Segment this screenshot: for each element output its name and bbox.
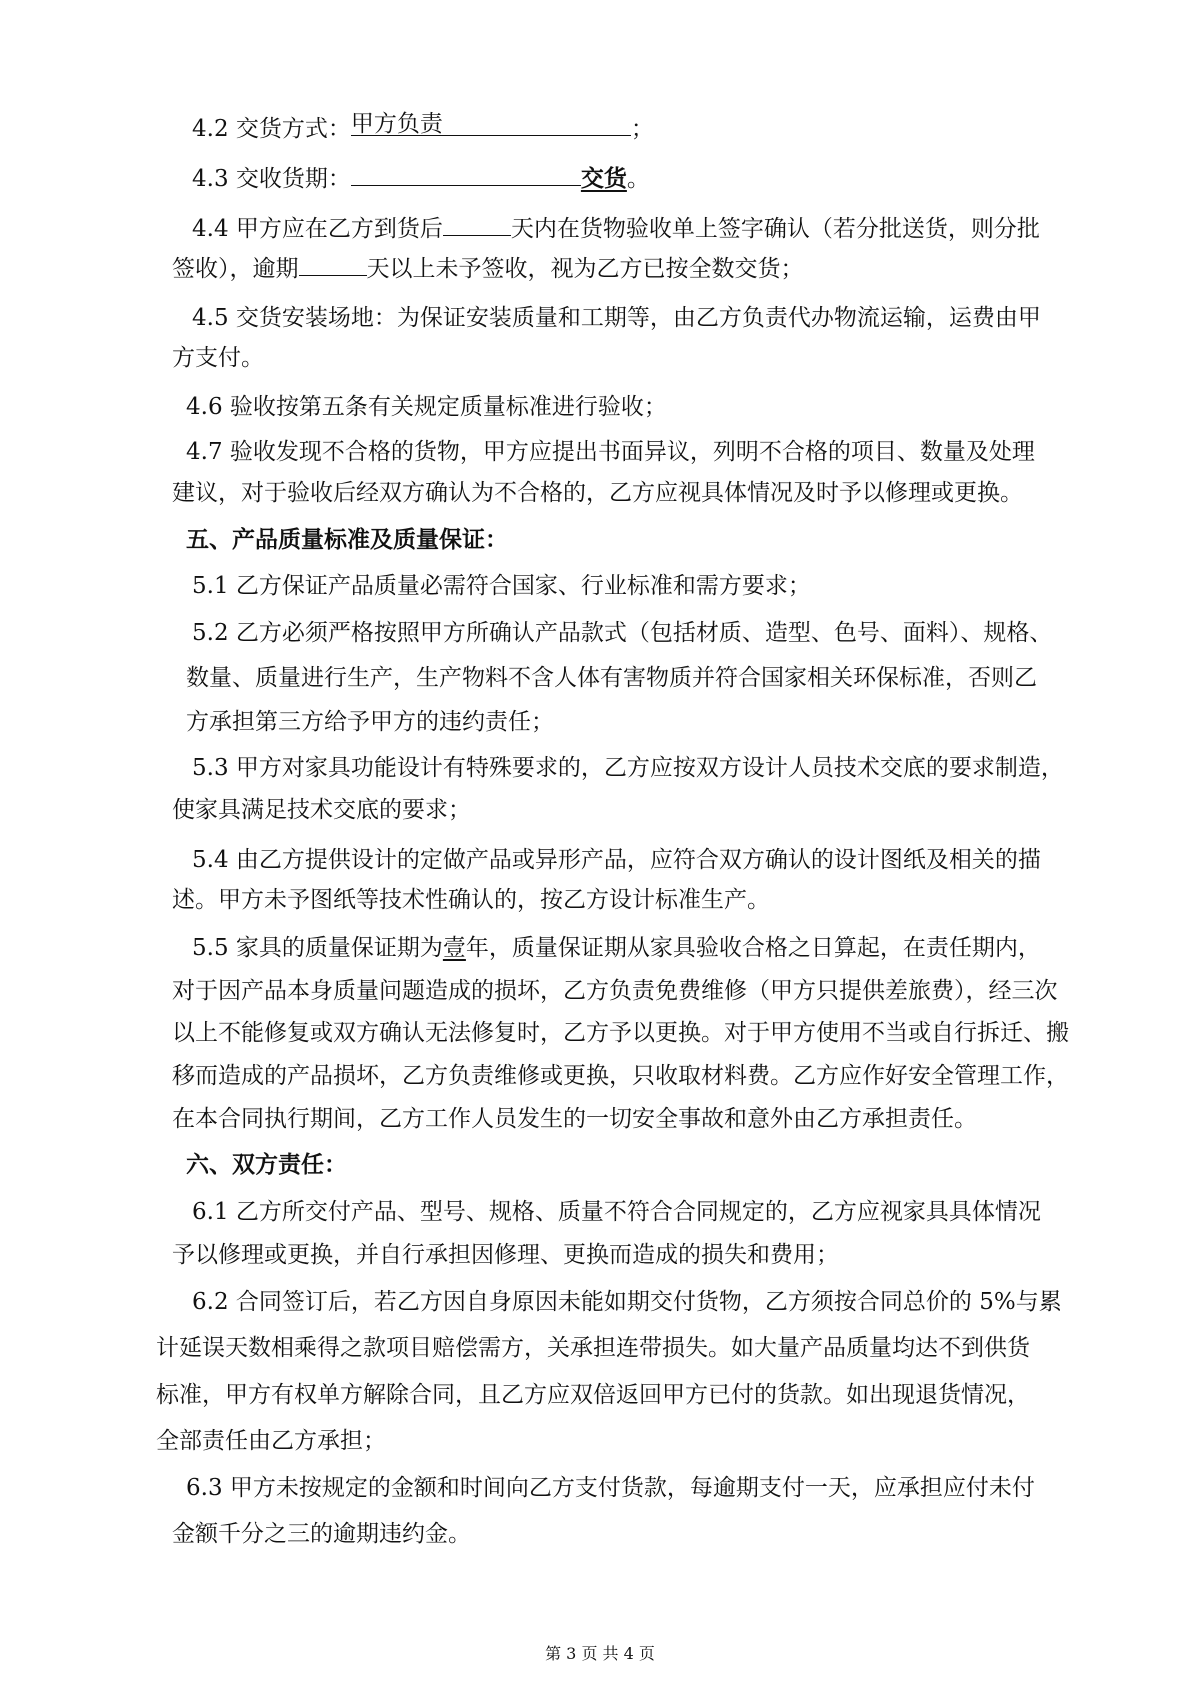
clause-4-5: 4.5 交货安装场地：为保证安装质量和工期等，由乙方负责代办物流运输，运费由甲 xyxy=(192,305,1041,331)
clause-6-2: 6.2 合同签订后，若乙方因自身原因未能如期交付货物，乙方须按合同总价的 5%与累 xyxy=(192,1289,1062,1315)
clause-6-2-cont-1: 计延误天数相乘得之款项目赔偿需方，关承担连带损失。如大量产品质量均达不到供货 xyxy=(156,1335,1030,1361)
clause-6-2-cont-2: 标准，甲方有权单方解除合同，且乙方应双倍返回甲方已付的货款。如出现退货情况， xyxy=(156,1382,1030,1408)
clause-4-5-cont: 方支付。 xyxy=(172,345,264,371)
clause-6-3-cont: 金额千分之三的逾期违约金。 xyxy=(172,1521,471,1547)
clause-5-2-cont-1: 数量、质量进行生产，生产物料不含人体有害物质并符合国家相关环保标准，否则乙 xyxy=(186,665,1037,691)
clause-4-2: 4.2 交货方式： 甲方负责 ； xyxy=(192,111,654,142)
clause-4-4: 4.4 甲方应在乙方到货后 天内在货物验收单上签字确认（若分批送货，则分批 xyxy=(192,213,1040,244)
clause-5-4: 5.4 由乙方提供设计的定做产品或异形产品，应符合双方确认的设计图纸及相关的描 xyxy=(192,847,1041,873)
clause-5-2-cont-2: 方承担第三方给予甲方的违约责任； xyxy=(186,709,554,735)
clause-4-7-cont: 建议，对于验收后经双方确认为不合格的，乙方应视具体情况及时予以修理或更换。 xyxy=(172,480,1023,506)
delivery-date-blank xyxy=(351,163,581,186)
overdue-days-blank xyxy=(299,253,367,276)
clause-4-3: 4.3 交收货期： 交货。 xyxy=(192,165,650,192)
clause-6-1-cont: 予以修理或更换，并自行承担因修理、更换而造成的损失和费用； xyxy=(172,1242,839,1268)
clause-5-5: 5.5 家具的质量保证期为壹年，质量保证期从家具验收合格之日算起，在责任期内， xyxy=(192,935,1041,961)
delivery-method-blank: 甲方负责 xyxy=(351,113,631,136)
warranty-period: 壹 xyxy=(442,935,466,961)
clause-5-5-cont-2: 以上不能修复或双方确认无法修复时，乙方予以更换。对于甲方使用不当或自行拆迁、搬 xyxy=(172,1020,1069,1046)
clause-5-4-cont: 述。甲方未予图纸等技术性确认的，按乙方设计标准生产。 xyxy=(172,887,770,913)
section-6-heading: 六、双方责任： xyxy=(186,1151,347,1178)
section-5-heading: 五、产品质量标准及质量保证： xyxy=(186,526,508,553)
clause-4-4-cont: 签收），逾期 天以上未予签收，视为乙方已按全数交货； xyxy=(172,253,804,284)
clause-6-2-cont-3: 全部责任由乙方承担； xyxy=(156,1428,386,1454)
clause-5-1: 5.1 乙方保证产品质量必需符合国家、行业标准和需方要求； xyxy=(192,573,811,599)
clause-6-3: 6.3 甲方未按规定的金额和时间向乙方支付货款，每逾期支付一天，应承担应付未付 xyxy=(186,1475,1035,1501)
clause-5-5-cont-3: 移而造成的产品损坏，乙方负责维修或更换，只收取材料费。乙方应作好安全管理工作， xyxy=(172,1063,1069,1089)
clause-5-5-cont-4: 在本合同执行期间，乙方工作人员发生的一切安全事故和意外由乙方承担责任。 xyxy=(172,1106,977,1132)
clause-5-3-cont: 使家具满足技术交底的要求； xyxy=(172,797,471,823)
clause-5-5-cont-1: 对于因产品本身质量问题造成的损坏，乙方负责免费维修（甲方只提供差旅费），经三次 xyxy=(172,978,1058,1004)
clause-6-1: 6.1 乙方所交付产品、型号、规格、质量不符合合同规定的，乙方应视家具具体情况 xyxy=(192,1199,1041,1225)
clause-4-6: 4.6 验收按第五条有关规定质量标准进行验收； xyxy=(186,394,667,420)
sign-days-blank xyxy=(443,213,511,236)
clause-5-2: 5.2 乙方必须严格按照甲方所确认产品款式（包括材质、造型、色号、面料）、规格、 xyxy=(192,620,1053,646)
page-number: 第 3 页 共 4 页 xyxy=(545,1644,655,1663)
clause-5-3: 5.3 甲方对家具功能设计有特殊要求的，乙方应按双方设计人员技术交底的要求制造， xyxy=(192,755,1064,781)
clause-4-7: 4.7 验收发现不合格的货物，甲方应提出书面异议，列明不合格的项目、数量及处理 xyxy=(186,439,1035,465)
